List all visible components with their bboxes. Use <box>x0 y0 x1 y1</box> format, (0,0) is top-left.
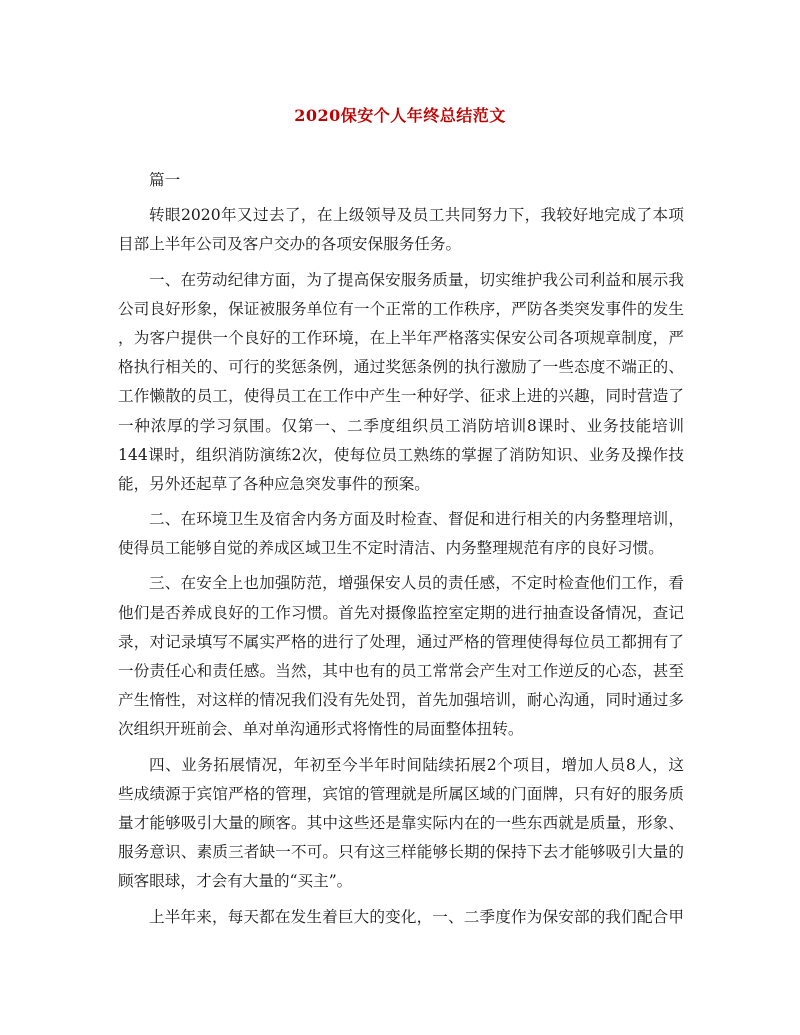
text-line: 顾客眼球，才会有大量的“买主”。 <box>118 872 353 891</box>
section-label: 篇一 <box>149 171 181 189</box>
text-line: 转眼2020年又过去了，在上级领导及员工共同努力下，我较好地完成了本项 <box>149 206 684 225</box>
text-line: 次组织开班前会、单对单沟通形式将惰性的局面整体扭转。 <box>118 720 524 739</box>
text-line: 能，另外还起草了各种应急突发事件的预案。 <box>118 474 430 493</box>
text-line: 三、在安全上也加强防范，增强保安人员的责任感，不定时检查他们工作，看 <box>149 574 684 593</box>
text-line: 录，对记录填写不属实严格的进行了处理，通过严格的管理使得每位员工都拥有了 <box>118 632 684 651</box>
text-line: ，为客户提供一个良好的工作环境，在上半年严格落实保安公司各项规章制度，严 <box>118 328 684 347</box>
document-title: 2020保安个人年终总结范文 <box>294 106 506 125</box>
text-line: 工作懒散的员工，使得员工在工作中产生一种好学、征求上进的兴趣，同时营造了 <box>118 387 684 406</box>
paragraph <box>118 903 684 932</box>
paragraph <box>118 751 684 897</box>
text-line: 144课时，组织消防演练2次，使每位员工熟练的掌握了消防知识、业务及操作技 <box>118 445 684 464</box>
text-line: 格执行相关的、可行的奖惩条例，通过奖惩条例的执行激励了一些态度不端正的、 <box>118 358 684 377</box>
paragraph <box>118 201 684 259</box>
text-line: 他们是否养成良好的工作习惯。首先对摄像监控室定期的进行抽查设备情况，查记 <box>118 603 684 622</box>
text-line: 产生惰性，对这样的情况我们没有先处罚，首先加强培训，耐心沟通，同时通过多 <box>118 691 684 710</box>
paragraph <box>118 569 684 744</box>
text-line: 一种浓厚的学习氛围。仅第一、二季度组织员工消防培训8课时、业务技能培训 <box>118 416 684 435</box>
text-line: 量才能够吸引大量的顾客。其中这些还是靠实际内在的一些东西就是质量，形象、 <box>118 813 684 832</box>
text-line: 二、在环境卫生及宿舍内务方面及时检查、督促和进行相关的内务整理培训， <box>149 510 684 529</box>
text-line: 一份责任心和责任感。当然，其中也有的员工常常会产生对工作逆反的心态，甚至 <box>118 662 684 680</box>
text-line: 一、在劳动纪律方面，为了提高保安服务质量，切实维护我公司利益和展示我 <box>149 270 684 289</box>
paragraph <box>118 505 684 563</box>
text-line: 些成绩源于宾馆严格的管理，宾馆的管理就是所属区域的门面牌，只有好的服务质 <box>118 784 684 803</box>
text-line: 目部上半年公司及客户交办的各项安保服务任务。 <box>118 235 462 254</box>
text-line: 使得员工能够自觉的养成区域卫生不定时清洁、内务整理规范有序的良好习惯。 <box>118 539 664 558</box>
text-line: 上半年来，每天都在发生着巨大的变化，一、二季度作为保安部的我们配合甲 <box>149 907 684 926</box>
paragraph <box>118 266 684 500</box>
document-body <box>118 166 684 932</box>
text-line: 公司良好形象，保证被服务单位有一个正常的工作秩序，严防各类突发事件的发生 <box>118 299 684 318</box>
text-line: 服务意识、素质三者缺一不可。只有这三样能够长期的保持下去才能够吸引大量的 <box>118 843 684 862</box>
text-line: 四、业务拓展情况，年初至今半年时间陆续拓展2个项目，增加人员8人，这 <box>149 755 684 774</box>
